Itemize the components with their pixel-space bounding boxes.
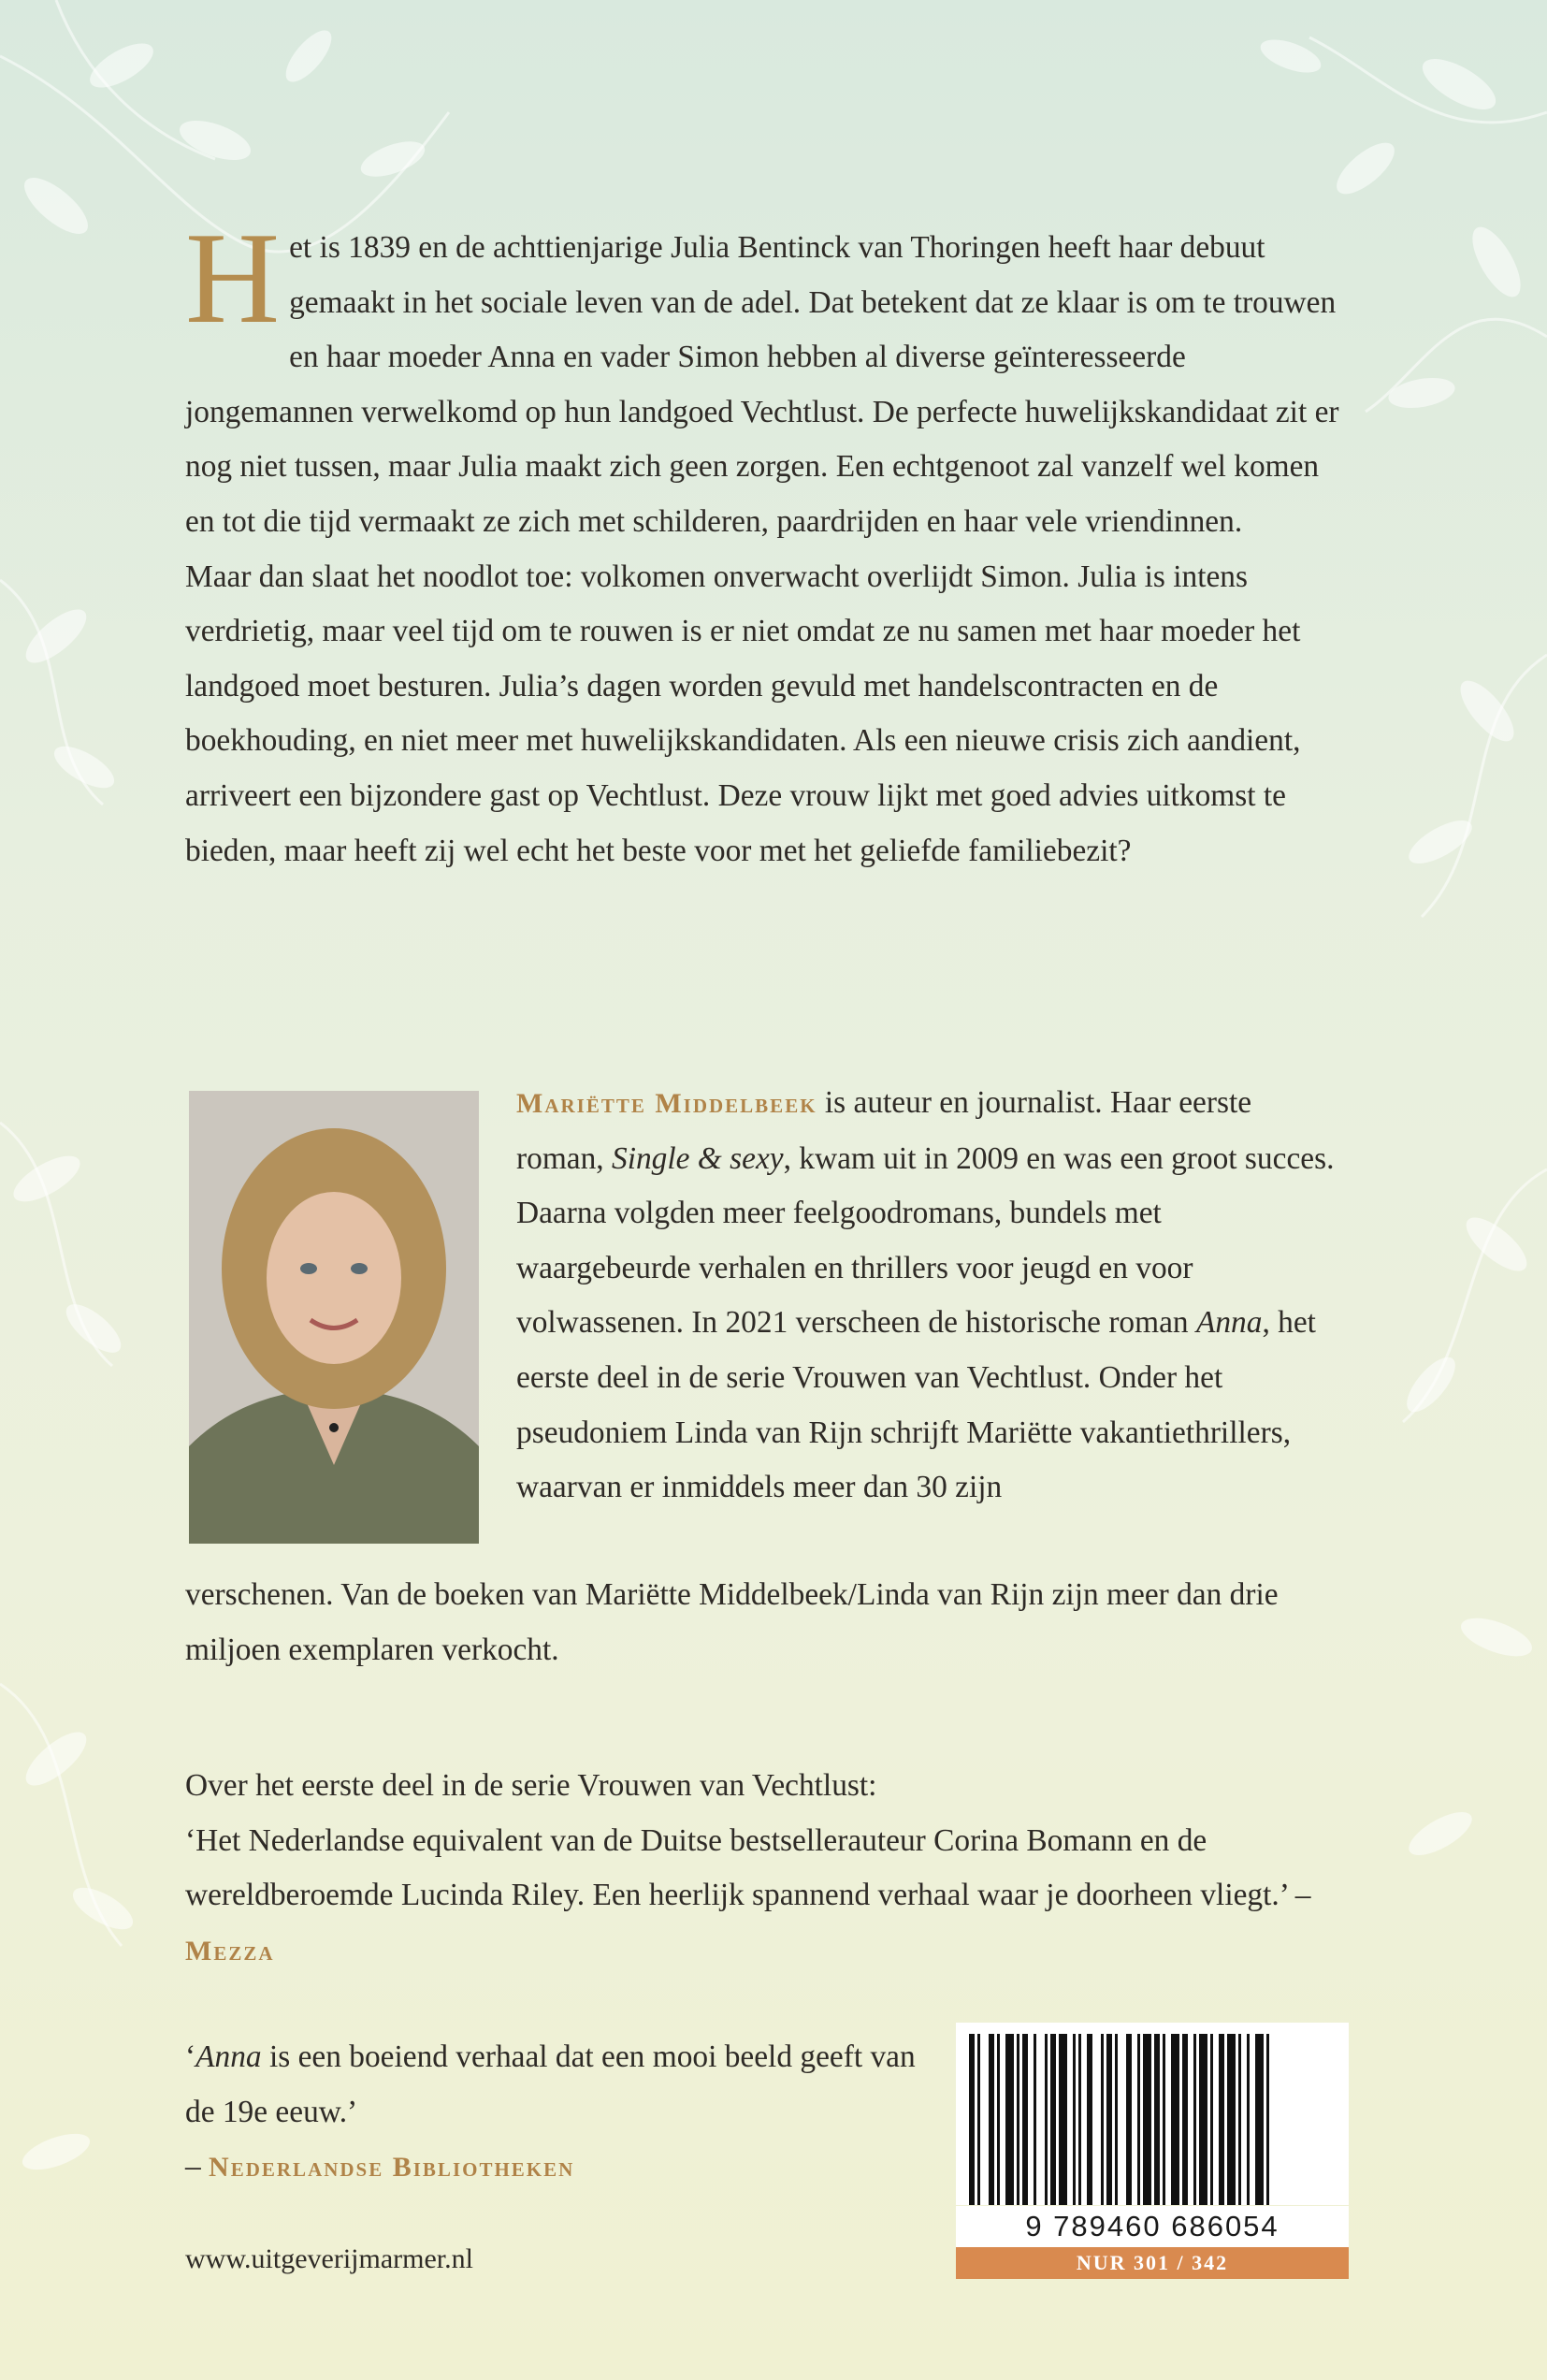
barcode-bar — [1247, 2034, 1250, 2205]
barcode-bar — [989, 2034, 994, 2205]
quote-book-title: Anna — [195, 2039, 262, 2074]
barcode-bar — [1199, 2034, 1207, 2205]
barcode-bar — [1143, 2034, 1151, 2205]
barcode-bar — [1219, 2034, 1224, 2205]
synopsis — [185, 206, 1354, 878]
barcode-bar — [1171, 2034, 1179, 2205]
quote-source-bibliotheken: Nederlandse Bibliotheken — [209, 2152, 575, 2184]
book-title-anna: Anna — [1195, 1305, 1263, 1341]
synopsis-paragraph-1: et is 1839 en de achttienjarige Julia Bentinck van Thoringen heeft haar debuut gemaakt in het sociale leven van de adel. Dat betekent dat ze klaar is om te trouwen en haar moeder Anna en vader Simon hebben al diverse geïnteresseerde jongemannen verwelkomd op hun landgoed Vechtlust. De perfecte huwelijkskandidaat zit er nog niet tussen, maar Julia maakt zich geen zorgen. Een echtgenoot zal vanzelf wel komen en tot die tijd vermaakt ze zich met schilderen, paardrijden en haar vele vriendinnen. — [185, 230, 1339, 539]
quote-source-mezza: Mezza — [185, 1935, 275, 1966]
drop-cap: H — [185, 206, 281, 351]
barcode-bar — [1266, 2034, 1269, 2205]
barcode-bar — [1137, 2034, 1140, 2205]
barcode-bar — [1255, 2034, 1264, 2205]
barcode-bars — [969, 2034, 1336, 2205]
barcode-bar — [1238, 2034, 1241, 2205]
synopsis-paragraph-2: Maar dan slaat het noodlot toe: volkomen onverwacht overlijdt Simon. Julia is intens verdrietig, maar veel tijd om te rouwen is er niet omdat ze nu samen met haar moeder het landgoed moet besturen. Julia’s dagen worden gevuld met handelscontracten en de boekhouding, en niet meer met huwelijkskandidaten. Als een nieuwe crisis zich aandient, arriveert een bijzondere gast op Vechtlust. Deze vrouw lijkt met goed advies uitkomst te bieden, maar heeft zij wel echt het beste voor met het geliefde familiebezit? — [185, 559, 1301, 868]
barcode-bar — [1050, 2034, 1056, 2205]
barcode-bar — [1193, 2034, 1196, 2205]
barcode-bar — [1106, 2034, 1112, 2205]
barcode-bar — [1182, 2034, 1188, 2205]
barcode-bar — [969, 2034, 975, 2205]
barcode-bar — [1045, 2034, 1048, 2205]
barcode-bar — [1126, 2034, 1132, 2205]
barcode-bar — [1005, 2034, 1014, 2205]
isbn-barcode — [956, 2023, 1349, 2205]
book-title-single-sexy: Single & sexy — [612, 1140, 784, 1176]
barcode-bar — [1059, 2034, 1067, 2205]
quote-mezza: ‘Het Nederlandse equivalent van de Duitse bestsellerauteur Corina Bomann en de wereldberoemde Lucinda Riley. Een heerlijk spannend verhaal waar je doorheen vliegt.’ – Mezza — [185, 1822, 1311, 1966]
author-portrait-image — [189, 1091, 479, 1544]
barcode-bar — [1210, 2034, 1213, 2205]
nur-code: NUR 301 / 342 — [956, 2247, 1349, 2279]
barcode-bar — [977, 2034, 980, 2205]
quote-intro: Over het eerste deel in de serie Vrouwen van Vechtlust: — [185, 1768, 877, 1803]
barcode-bar — [1154, 2034, 1160, 2205]
barcode-bar — [1073, 2034, 1076, 2205]
review-quotes — [185, 1759, 1354, 1979]
barcode-bar — [1115, 2034, 1118, 2205]
barcode-bar — [1022, 2034, 1028, 2205]
barcode-bar — [1034, 2034, 1036, 2205]
barcode-bar — [1087, 2034, 1092, 2205]
quote-bibliotheken: ‘Anna is een boeiend verhaal dat een mooi beeld geeft van de 19e eeuw.’ – Nederlandse Bibliotheken — [185, 2039, 916, 2184]
barcode-bar — [1078, 2034, 1081, 2205]
author-name: Mariëtte Middelbeek — [516, 1088, 817, 1119]
barcode-bar — [1101, 2034, 1104, 2205]
author-bio: Mariëtte Middelbeek is auteur en journalist. Haar eerste roman, Single & sexy, kwam uit in 2009 en was een groot succes. Daarna volgden meer feelgoodromans, bundels met waargebeurde verhalen en thrillers voor jeugd en voor volwassenen. In 2021 verscheen de historische roman Anna, het eerste deel in de serie Vrouwen van Vechtlust. Onder het pseudoniem Linda van Rijn schrijft Mariëtte vakantiethrillers, waarvan er inmiddels meer dan 30 zijn — [516, 1085, 1335, 1505]
barcode-bar — [997, 2034, 1000, 2205]
barcode-bar — [1017, 2034, 1019, 2205]
author-bio-continued: verschenen. Van de boeken van Mariëtte Middelbeek/Linda van Rijn zijn meer dan drie miljoen exemplaren verkocht. — [185, 1577, 1279, 1667]
barcode-bar — [1163, 2034, 1165, 2205]
publisher-website: www.uitgeverijmarmer.nl — [185, 2243, 473, 2274]
isbn-digits: 9 789460 686054 — [956, 2206, 1349, 2247]
author-photo — [189, 1091, 479, 1544]
barcode-bar — [1227, 2034, 1236, 2205]
